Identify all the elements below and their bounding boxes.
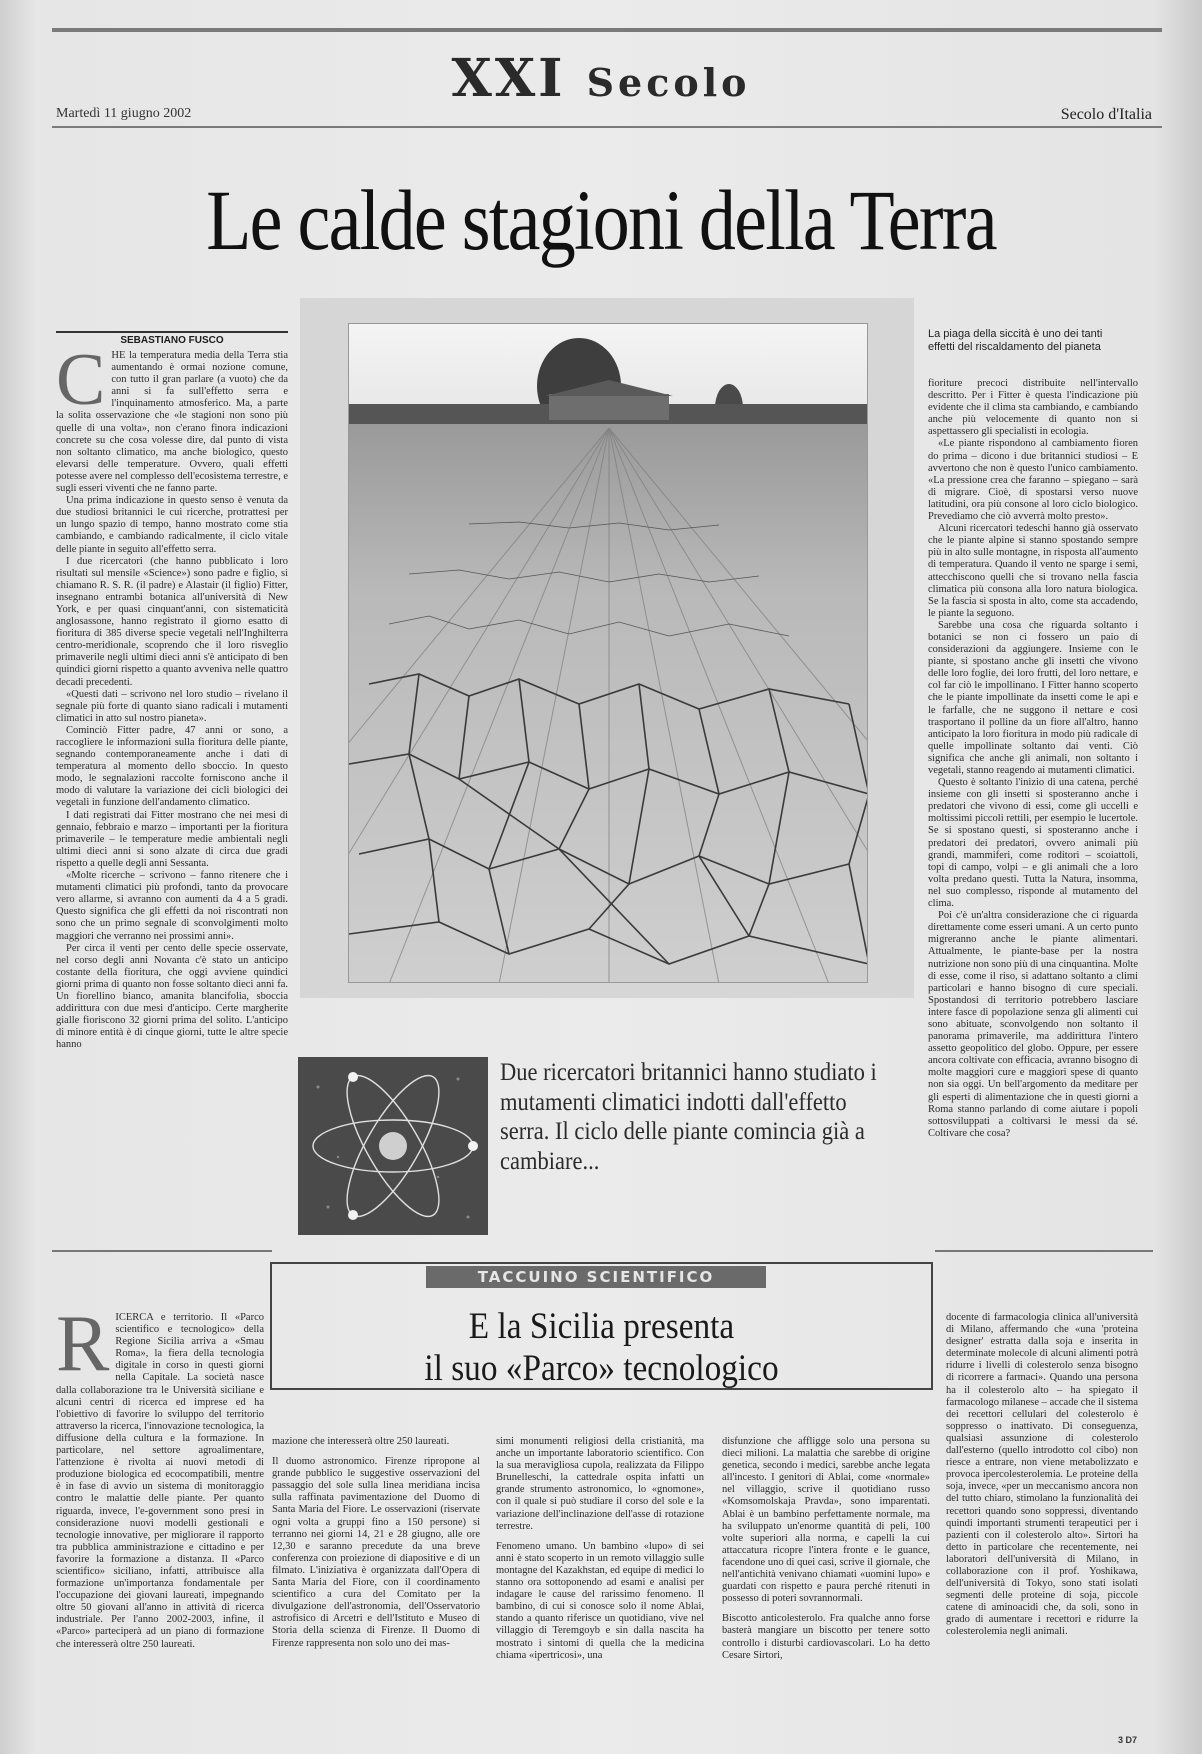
- article-paragraph: HE la temperatura media della Terra stia aumentando è ormai nozione comune, con tutto il gran parlare (a vuoto) che da anni si fa sull'effetto serra e l'inquinamento atmosferico. Ma, a parte la solita osservazione che «le stagioni non sono più quelle di una volta», non c'erano finora indicazioni concrete su che cosa volesse dire, dal punto di vista non soltanto climatico, ma anche biologico, questo elevarsi delle temperature. Ovvero, quali effetti potesse avere nel complesso dell'ecosistema terrestre, e sugli esseri viventi che ne fanno parte.: [56, 350, 288, 495]
- taccuino-column-3: [496, 1436, 704, 1736]
- dropcap: R: [56, 1312, 110, 1388]
- headline: Le calde stagioni della Terra: [206, 172, 996, 268]
- taccuino-column-4: [722, 1436, 930, 1736]
- atom-icon: [298, 1057, 488, 1235]
- masthead-rule: [52, 126, 1162, 128]
- section-divider-right: [935, 1250, 1153, 1252]
- taccuino-paragraph: mazione che interesserà oltre 250 laureati.: [272, 1436, 450, 1447]
- taccuino-paragraph: Fenomeno umano. Un bambino «lupo» di sei anni è stato scoperto in un remoto villaggio sulle montagne del Kazakhstan, ed equipe di medici lo stanno ora sottoponendo ad esami e analisi per indagare le cause del rarissimo fenomeno. Il bambino, di cui si conosce solo il nome Ablai, stando a quanto riferisce un quotidiano, vive nel villaggio di Teremgoyb e sin dalla nascita ha mostrato i sintomi di quella che la medicina chiama «ipertricosi», una: [496, 1540, 704, 1661]
- pull-quote: Due ricercatori britannici hanno studiato i mutamenti climatici indotti dall'effetto serra. Il ciclo delle piante comincia già a cambiare...: [500, 1059, 877, 1175]
- drought-photo: [348, 323, 868, 983]
- taccuino-title-line2: il suo «Parco» tecnologico: [424, 1348, 779, 1389]
- masthead-word: Secolo: [586, 60, 751, 105]
- article-paragraph: Alcuni ricercatori tedeschi hanno già osservato che le piante alpine si stanno spostando sempre più in alto sulle montagne, in risposta all'aumento di temperatura. Quando il vento ne sparge i semi, attecchiscono quelli che si trovano nella fascia climatica più consona alla loro natura biologica. Se la fascia si sposta in alto, come sta accadendo, le piante la seguono.: [928, 523, 1138, 619]
- section-divider-left: [52, 1250, 272, 1252]
- taccuino-column-2: [272, 1436, 480, 1736]
- publication-name: Secolo d'Italia: [1060, 106, 1152, 123]
- article-paragraph: Una prima indicazione in questo senso è venuta da due studiosi britannici le cui ricerche, protrattesi per un lungo spazio di tempo, hanno mostrato come stia cambiando, e cambiando radicalmente, il ciclo vitale delle piante in seguito all'effetto serra.: [56, 495, 288, 555]
- article-paragraph: Questo è soltanto l'inizio di una catena, perché insieme con gli insetti si sposteranno anche i predatori che vivono di essi, come gli uccelli e moltissimi piccoli rettili, per esempio le lucertole. Se si spostano questi, si sposteranno anche i predatori dei predatori, ovvero animali più grandi, mammiferi, come roditori – scoiattoli, topi di campo, volpi – e gli animali che a loro volta predano questi. Tutta la Natura, insomma, nel suo complesso, risponde al mutamento del clima.: [928, 777, 1138, 910]
- taccuino-column-1: [56, 1312, 264, 1730]
- taccuino-tag: TACCUINO SCIENTIFICO: [426, 1266, 766, 1288]
- dateline: Martedì 11 giugno 2002: [56, 106, 192, 121]
- taccuino-paragraph: docente di farmacologia clinica all'università di Milano, affermando che «una 'proteina designer' estratta dalla soja e inserita in determinate molecole di alcuni alimenti potrà ridurre i livelli di colesterolo senza bisogno di ricorrere a farmaci». Quando una persona ha il colesterolo alto – ha spiegato il farmacologo milanese – accade che il sistema dei recettori cellulari del colesterolo è soppresso o inattivato. Di conseguenza, qualsiasi assunzione di colesterolo dall'esterno (quello introdotto col cibo) non riesce a entrare, non viene metabolizzato e provoca ipercolesterolemia. Le proteine della soja, invece, «per un meccanismo ancora non del tutto chiaro, stimolano la funzionalità dei recettori quando sono soppressi, diventando quindi importanti strumenti terapeutici per i pazienti con il colesterolo alto». Sirtori ha detto in particolare che recentemente, nei laboratori dell'università di Milano, in collaborazione con il prof. Yoshikawa, dell'università di Tokyo, sono stati isolati segmenti delle proteine di soja, piccole catene di aminoacidi che, da soli, sono in grado di aumentare i recettori e ridurre la colesterolemia negli animali.: [946, 1312, 1138, 1638]
- atom-illustration: [298, 1057, 488, 1235]
- taccuino-paragraph: Biscotto anticolesterolo. Fra qualche anno forse basterà mangiare un biscotto per tenere sotto controllo i disturbi cardiovascolari. Lo ha detto Cesare Sirtori,: [722, 1613, 930, 1661]
- article-paragraph: «Molte ricerche – scrivono – fanno ritenere che i mutamenti climatici più profondi, tanto da provocare vero allarme, si avranno con aumenti da 4 a 5 gradi. Questo significa che gli effetti da noi riscontrati non sono che un primo segnale di sconvolgimenti molto maggiori che verranno nei prossimi anni».: [56, 870, 288, 942]
- top-rule: [52, 28, 1162, 32]
- article-paragraph: Cominciò Fitter padre, 47 anni or sono, a raccogliere le informazioni sulla fioritura delle piante, segnando contemporaneamente anche i dati di temperatura al momento dello sboccio. In questo modo, le segnalazioni raccolte forniscono anche il modo di valutare la variazione dei cicli biologici dei vegetali in funzione dell'andamento climatico.: [56, 724, 288, 809]
- article-paragraph: I due ricercatori (che hanno pubblicato i loro risultati sul mensile «Science») sono padre e figlio, si chiamano R. S. R. (il padre) e Alastair (il figlio) Fitter, insegnano entrambi botanica all'università di New York, e per quasi cinquant'anni, con sistematicità anglosassone, hanno registrato il giorno esatto di fioritura di 385 diverse specie vegetali nell'Inghilterra centro-meridionale, scoprendo che il loro risveglio primaverile negli ultimi dieci anni s'è anticipato di ben quindici giorni rispetto a quanto avveniva nelle quattro decadi precedenti.: [56, 555, 288, 688]
- article-paragraph: fioriture precoci distribuite nell'intervallo descritto. Per i Fitter è questa l'indicazione più evidente che il clima sta cambiando, e cambiando anche più velocemente di quanto non si aspettassero gli specialisti in ecologia.: [928, 378, 1138, 438]
- taccuino-paragraph: disfunzione che affligge solo una persona su dieci milioni. La malattia che sarebbe di origine genetica, secondo i medici, sarebbe anche legata all'incesto. I genitori di Ablai, come «normale» nel villaggio, scrive il quotidiano russo «Komsomolskaja Pravda», sono imparentati. Ablai è un bambino perfettamente normale, ma ha sviluppato un'enorme quantità di peli, 100 volte superiori alla norma, e capelli la cui attaccatura ricopre l'intera fronte e le guance, facendone uno di quei casi, scrive il giornale, che nell'antichità venivano chiamati «uomini lupo» e guardati con rispetto e paura perché ritenuti in possesso di poteri sovrannormali.: [722, 1436, 930, 1605]
- article-paragraph: I dati registrati dai Fitter mostrano che nei mesi di gennaio, febbraio e marzo – importanti per la fioritura primaverile – le temperature medie ambientali negli ultimi dieci anni si sono alzate di circa due gradi rispetto a quelle degli anni Sessanta.: [56, 809, 288, 869]
- masthead-numeral: XXI: [451, 48, 566, 109]
- article-paragraph: «Questi dati – scrivono nel loro studio – rivelano il segnale più forte di quanto siano radicali i mutamenti climatici in atto sul nostro pianeta».: [56, 688, 288, 724]
- photo-caption: La piaga della siccità è uno dei tanti effetti del riscaldamento del pianeta: [928, 328, 1103, 353]
- article-paragraph: «Le piante rispondono al cambiamento fioren do prima – dicono i due britannici studiosi – E avvertono che non è questo l'unico cambiamento. «La pressione crea che faranno – spiegano – sarà di migrare. Cioè, di spostarsi verso nuove latitudini, ora più consone al loro ciclo biologico. Prevediamo che ciò avverrà molto presto».: [928, 438, 1138, 523]
- masthead: [0, 48, 1202, 109]
- taccuino-column-5: [946, 1312, 1138, 1732]
- dropcap: C: [56, 350, 106, 421]
- article-left-column: [56, 350, 288, 1230]
- article-paragraph: Per circa il venti per cento delle specie osservate, nel corso degli anni Novanta c'è stato un anticipo costante della fioritura, che oggi avviene quindici giorni prima di quanto non fosse soltanto dieci anni fa. Un fiorellino bianco, amanita blancifolia, sboccia addirittura con due mesi d'anticipo. Certe margherite gialle fioriscono 32 giorni prima del solito. L'anticipo di minore entità è di cinque giorni, tutte le altre specie hanno: [56, 942, 288, 1051]
- byline: SEBASTIANO FUSCO: [56, 331, 288, 346]
- article-right-column: [928, 378, 1138, 1236]
- article-paragraph: Sarebbe una cosa che riguarda soltanto i botanici se non ci fossero un paio di considerazioni da aggiungere. Insieme con le piante, si spostano anche gli insetti che vivono delle loro foglie, dei loro frutti, del loro nettare, e col far ciò le impollinano. I Fitter hanno scoperto che le piante impollinate da insetti come le api e le farfalle, che ne suggono il nettare e così trasportano il polline da un fiore all'altro, hanno anticipato la loro fioritura in modo più radicale di quelle impollinate soltanto dai venti. Ciò significa che anche gli animali, non soltanto i vegetali, stanno reagendo ai mutamenti climatici.: [928, 619, 1138, 776]
- taccuino-paragraph: simi monumenti religiosi della cristianità, ma anche un importante laboratorio scientifico. Con la sua meravigliosa cupola, realizzata da Filippo Brunelleschi, la cattedrale ospita infatti un grande strumento astronomico, lo «gnomone», con il quale si può studiare il corso del sole e la variazione dell'inclinazione dell'asse di rotazione terrestre.: [496, 1436, 704, 1532]
- page-number: 3 D7: [1118, 1735, 1138, 1745]
- taccuino-paragraph: ICERCA e territorio. Il «Parco scientifico e tecnologico» della Regione Sicilia arriva a «Smau Roma», la fiera della tecnologia digitale in corso in questi giorni nella Capitale. La società nasce dalla collaborazione tra le Università siciliane e alcuni centri di ricerca ed imprese ed ha l'obiettivo di favorire lo sviluppo del territorio attraverso la ricerca, l'innovazione tecnologica, la diffusione della cultura e la formazione. In particolare, nel settore agroalimentare, l'attenzione è rivolta ai nuovi metodi di produzione biologica ed ecocompatibili, mentre è in fase di avvio un sistema di monitoraggio contro le malattie delle piante. Per quanto riguarda, invece, l'e-government sono presi in considerazione nuovi modelli gestionali e tecnologie innovative, per migliorare il rapporto tra pubblica amministrazione e cittadino e per favorire la formazione a distanza. Il «Parco scientifico» siciliano, infatti, attribuisce alla formazione un'importanza fondamentale per l'occupazione dei giovani laureati, impegnando oltre 50 giovani all'anno in attività di ricerca industriale. Per l'anno 2002-2003, infine, il «Parco» parteciperà ad un piano di formazione che interesserà oltre 250 laureati.: [56, 1312, 264, 1650]
- taccuino-paragraph: Il duomo astronomico. Firenze ripropone al grande pubblico le suggestive osservazioni del passaggio del sole sulla linea meridiana incisa sulla raffinata pavimentazione del Duomo di Santa Maria del Fiore. Le osservazioni (riservate ogni volta a gruppi fino a 150 persone) si terranno nei giorni 14, 21 e 28 giugno, alle ore 12,30 e saranno precedute da una breve conferenza con proiezione di diapositive e di un filmato. L'iniziativa è organizzata dall'Opera di Santa Maria del Fiore, con il coordinamento scientifico a cura del Comitato per la divulgazione dell'astronomia, dell'Osservatorio astrofisico di Arcetri e dell'Istituto e Museo di Storia della scienza di Firenze. Il Duomo di Firenze rappresenta non solo uno dei mas-: [272, 1456, 480, 1649]
- article-paragraph: Poi c'è un'altra considerazione che ci riguarda direttamente come esseri umani. A un certo punto migreranno anche le piante alimentari. Attualmente, le piante-base per la nostra nutrizione non sono più di una cinquantina. Molte di esse, come il riso, si adattano soltanto a climi particolari e hanno bisogno di cure speciali. Spostandosi di territorio potrebbero lasciare intere fasce di popolazione senza gli alimenti cui sono abituate, sconvolgendo non soltanto il panorama primaverile, ma addirittura l'intero assetto geopolitico del globo. Oppure, per essere ancora coltivate con efficacia, avranno bisogno di molte maggiori cure e maggiori spese di quanto non sia oggi. Un bell'argomento da meditare per gli esperti di alimentazione che in questi giorni a Roma stanno parlando di come aiutare i popoli sottosviluppati a coltivarsi le messi da sé. Coltivare che cosa?: [928, 910, 1138, 1139]
- taccuino-title-line1: E la Sicilia presenta: [468, 1306, 735, 1347]
- taccuino-title: [305, 1306, 898, 1390]
- cracked-field-illustration: [349, 324, 868, 983]
